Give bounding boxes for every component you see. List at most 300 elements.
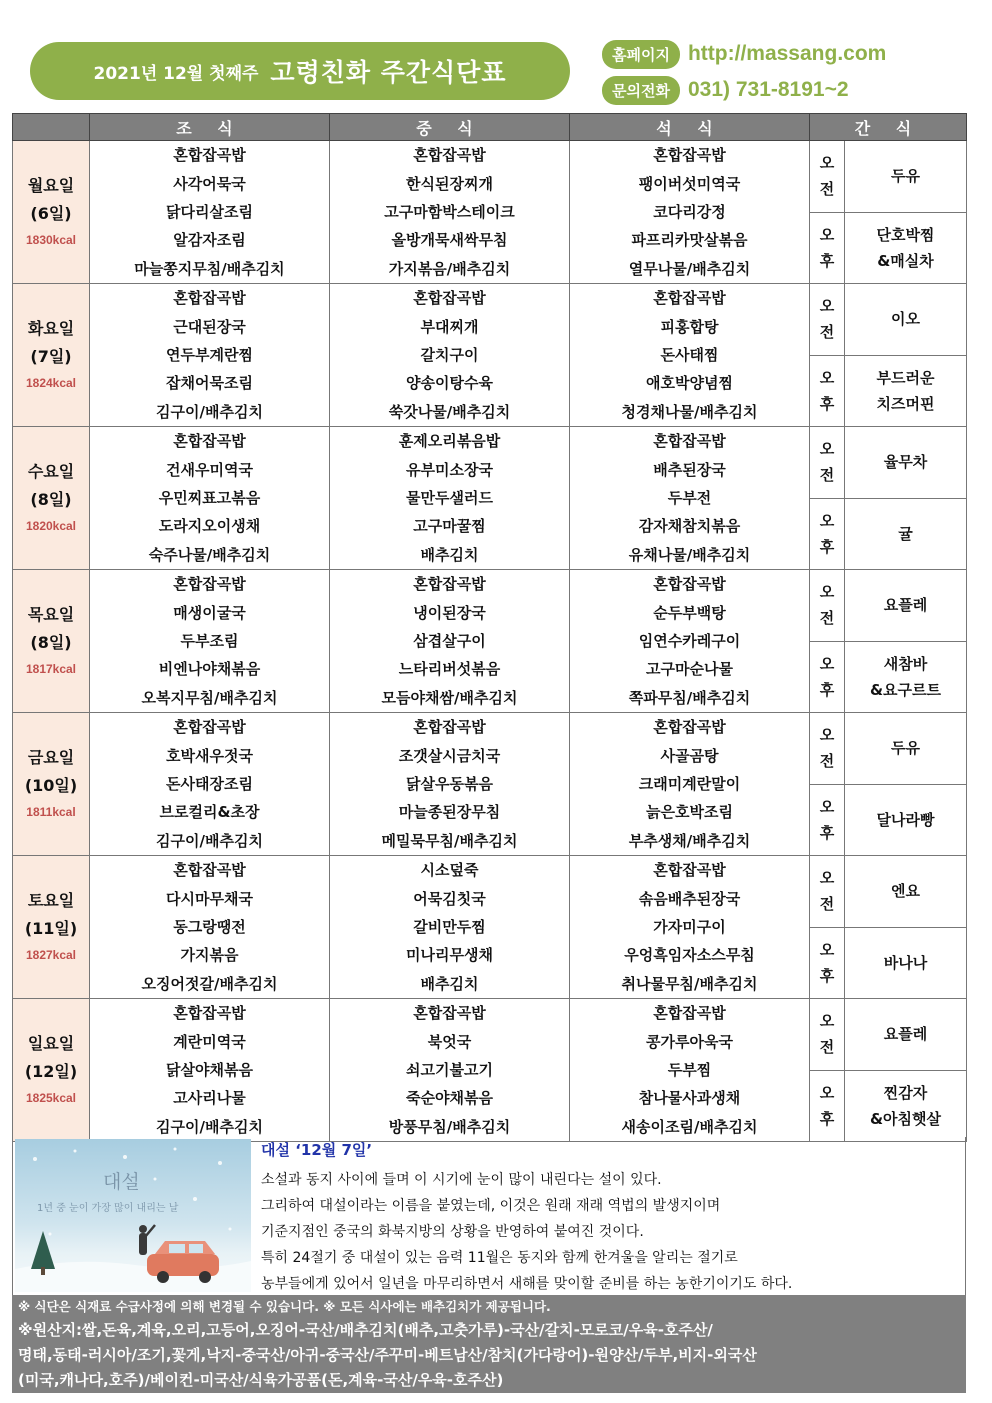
menu-item: 갈비만두찜	[413, 917, 486, 936]
menu-item: 한식된장찌개	[406, 174, 493, 193]
snack-box	[810, 713, 966, 855]
snack-text: &아침햇살	[869, 1109, 942, 1128]
menu-item: 배추된장국	[653, 460, 726, 479]
menu-item: 고구마순나물	[646, 660, 733, 679]
menu-item: 고사리나물	[173, 1089, 246, 1108]
dinner-cell	[570, 713, 810, 856]
origin-line: 명태,동태-러시아/조기,꽃게,낙지-중국산/아귀-중국산/주꾸미-베트남산/참치(가다랑어)-원양산/두부,비지-외국산	[18, 1346, 757, 1364]
day-cell	[13, 141, 90, 284]
menu-item: 오징어젓갈/배추김치	[141, 974, 278, 993]
menu-item: 돈사태찜	[660, 345, 719, 364]
breakfast-list	[90, 856, 329, 998]
day-kcal: 1827kcal	[25, 948, 77, 962]
snack-time-char: 오	[819, 869, 835, 888]
menu-item: 건새우미역국	[166, 460, 253, 479]
day-kcal: 1811kcal	[26, 805, 76, 819]
menu-item: 호박새우젓국	[166, 746, 253, 765]
menu-item: 물만두샐러드	[406, 488, 493, 507]
menu-item: 혼합잡곡밥	[653, 861, 726, 880]
menu-item: 방풍무침/배추김치	[388, 1117, 511, 1136]
day-cell	[13, 570, 90, 713]
day-cell	[13, 856, 90, 999]
snack-time-char: 오	[819, 654, 835, 673]
lunch-cell	[330, 856, 570, 999]
day-date: (11일)	[24, 919, 78, 938]
snack-time-label	[810, 427, 845, 498]
snack-cell	[810, 856, 967, 999]
snack-row-am	[810, 713, 966, 784]
menu-item: 부추생채/배추김치	[628, 831, 751, 850]
snack-time-label	[810, 356, 845, 427]
menu-item: 연두부계란찜	[166, 345, 253, 364]
menu-item: 순두부백탕	[653, 603, 726, 622]
dinner-list	[570, 999, 809, 1141]
day-name: 토요일	[27, 891, 75, 910]
lunch-list	[330, 713, 569, 855]
menu-item: 쇠고기불고기	[406, 1060, 493, 1079]
breakfast-list	[90, 141, 329, 283]
menu-item: 김구이/배추김치	[156, 831, 263, 850]
dinner-cell	[570, 141, 810, 284]
image-title: 대설	[103, 1171, 140, 1193]
snack-box	[810, 284, 966, 426]
menu-item: 알감자조림	[173, 231, 246, 250]
breakfast-cell	[90, 713, 330, 856]
menu-item: 죽순야채볶음	[406, 1089, 493, 1108]
menu-item: 혼합잡곡밥	[413, 1004, 486, 1023]
snack-cell	[810, 570, 967, 713]
menu-item: 팽이버섯미역국	[638, 174, 741, 193]
snack-time-label	[810, 785, 845, 856]
menu-item: 유채나물/배추김치	[628, 545, 751, 564]
menu-item: 늙은호박조림	[646, 803, 733, 822]
snack-cell	[810, 284, 967, 427]
breakfast-list	[90, 999, 329, 1141]
day-name: 금요일	[27, 748, 75, 767]
breakfast-cell	[90, 427, 330, 570]
snack-time-char: 오	[819, 297, 835, 316]
table-row	[13, 570, 967, 713]
menu-item: 올방개묵새싹무침	[391, 231, 508, 250]
lunch-cell	[330, 999, 570, 1142]
page-title: 고령친화 주간식단표	[270, 58, 507, 87]
weekly-menu-table	[12, 113, 967, 1142]
menu-item: 계란미역국	[173, 1032, 246, 1051]
dinner-cell	[570, 570, 810, 713]
column-header-lunch: 중 식	[330, 114, 570, 141]
lunch-cell	[330, 284, 570, 427]
info-text	[261, 1167, 961, 1297]
lunch-cell	[330, 427, 570, 570]
day-date: (12일)	[24, 1062, 78, 1081]
snack-row-pm	[810, 355, 966, 427]
menu-item: 쪽파무침/배추김치	[628, 688, 751, 707]
menu-item: 매생이굴국	[173, 603, 246, 622]
menu-item: 사각어묵국	[173, 174, 246, 193]
menu-item: 고구마꿀찜	[413, 517, 486, 536]
menu-item: 청경채나물/배추김치	[621, 402, 758, 421]
snack-item	[845, 427, 966, 498]
snack-time-char: 오	[819, 797, 835, 816]
snack-time-char: 후	[819, 251, 835, 270]
snack-item	[845, 856, 966, 927]
day-kcal: 1830kcal	[25, 233, 77, 247]
snow-scene-icon	[15, 1139, 251, 1292]
snack-text: 부드러운	[876, 368, 935, 387]
day-date: (8일)	[30, 633, 72, 652]
snack-text: &요구르트	[869, 680, 942, 699]
menu-item: 파프리카맛살볶음	[631, 231, 748, 250]
snack-item	[845, 999, 966, 1070]
breakfast-list	[90, 570, 329, 712]
menu-item: 고구마함박스테이크	[384, 202, 515, 221]
snack-box	[810, 141, 966, 283]
snack-text: 달나라빵	[876, 810, 935, 829]
menu-item: 미나리무생채	[406, 946, 493, 965]
snack-text: 찐감자	[883, 1083, 928, 1102]
title-prefix: 2021년 12월 첫째주	[93, 63, 259, 84]
breakfast-cell	[90, 284, 330, 427]
lunch-list	[330, 999, 569, 1141]
day-name: 일요일	[27, 1034, 75, 1053]
menu-item: 유부미소장국	[406, 460, 493, 479]
snack-cell	[810, 427, 967, 570]
menu-item: 애호박양념찜	[646, 374, 733, 393]
menu-item: 비엔나야채볶음	[158, 660, 261, 679]
menu-item: 냉이된장국	[413, 603, 486, 622]
menu-item: 임연수카레구이	[638, 631, 741, 650]
menu-item: 우엉흑임자소스무침	[624, 946, 755, 965]
table-row	[13, 856, 967, 999]
snack-time-char: 오	[819, 154, 835, 173]
day-kcal: 1820kcal	[25, 519, 77, 533]
dinner-list	[570, 427, 809, 569]
snack-time-label	[810, 499, 845, 570]
menu-item: 돈사태장조림	[166, 774, 253, 793]
snack-text: 두유	[891, 167, 920, 186]
menu-item: 혼합잡곡밥	[173, 1004, 246, 1023]
menu-item: 두부조림	[180, 631, 239, 650]
snack-row-pm	[810, 641, 966, 713]
menu-item: 김구이/배추김치	[156, 402, 263, 421]
menu-item: 다시마무채국	[166, 889, 253, 908]
snack-time-char: 전	[819, 323, 835, 342]
breakfast-cell	[90, 570, 330, 713]
snack-text: 율무차	[883, 453, 928, 472]
contact-info	[602, 38, 886, 110]
snack-time-label	[810, 642, 845, 713]
menu-item: 혼합잡곡밥	[653, 575, 726, 594]
dinner-cell	[570, 427, 810, 570]
info-line: 소설과 동지 사이에 들며 이 시기에 눈이 많이 내린다는 설이 있다.	[261, 1172, 662, 1188]
day-name: 목요일	[27, 605, 75, 624]
snack-time-label	[810, 856, 845, 927]
breakfast-list	[90, 713, 329, 855]
menu-item: 두부전	[667, 488, 712, 507]
column-header-dinner: 석 식	[570, 114, 810, 141]
menu-item: 마늘종된장무침	[398, 803, 501, 822]
day-cell	[13, 284, 90, 427]
dinner-list	[570, 284, 809, 426]
snack-time-label	[810, 284, 845, 355]
snack-row-am	[810, 856, 966, 927]
lunch-list	[330, 856, 569, 998]
menu-item: 혼합잡곡밥	[413, 289, 486, 308]
menu-item: 어묵김칫국	[413, 889, 486, 908]
snack-text: 이오	[891, 310, 920, 329]
snack-row-am	[810, 999, 966, 1070]
snack-text: 바나나	[883, 953, 928, 972]
snack-time-char: 후	[819, 1109, 835, 1128]
dinner-list	[570, 713, 809, 855]
info-heading: 대설 ‘12월 7일’	[261, 1141, 373, 1159]
snack-time-label	[810, 213, 845, 284]
snack-item	[845, 284, 966, 355]
snack-time-char: 오	[819, 440, 835, 459]
title-banner	[30, 42, 570, 100]
menu-item: 메밀묵무침/배추김치	[381, 831, 518, 850]
snack-time-label	[810, 1071, 845, 1142]
menu-item: 두부찜	[667, 1060, 712, 1079]
snack-box	[810, 427, 966, 569]
snack-item	[845, 213, 966, 284]
menu-item: 혼합잡곡밥	[653, 146, 726, 165]
menu-item: 시소덮죽	[420, 861, 479, 880]
menu-item: 모듬야채쌈/배추김치	[381, 688, 518, 707]
lunch-list	[330, 284, 569, 426]
snack-time-label	[810, 928, 845, 999]
menu-item: 동그랑땡전	[173, 917, 246, 936]
menu-item: 열무나물/배추김치	[628, 259, 751, 278]
snack-time-char: 오	[819, 1083, 835, 1102]
homepage-label: 홈페이지	[602, 40, 680, 69]
day-cell	[13, 427, 90, 570]
snack-time-char: 전	[819, 466, 835, 485]
breakfast-cell	[90, 856, 330, 999]
snack-time-char: 오	[819, 225, 835, 244]
origin-line: ※원산지:쌀,돈육,계육,오리,고등어,오징어-국산/배추김치(배추,고춧가루)-국산/갈치-모로코/우육-호주산/	[18, 1321, 713, 1339]
day-date: (6일)	[30, 204, 72, 223]
snack-text: 단호박찜	[876, 225, 935, 244]
menu-item: 숙주나물/배추김치	[148, 545, 271, 564]
snack-item	[845, 570, 966, 641]
snack-item	[845, 642, 966, 713]
snack-time-label	[810, 570, 845, 641]
origin-line: (미국,캐나다,호주)/베이컨-미국산/식육가공품(돈,계육-국산/우육-호주산)	[18, 1371, 504, 1389]
menu-item: 혼합잡곡밥	[173, 146, 246, 165]
day-name: 수요일	[27, 462, 75, 481]
homepage-link[interactable]: http://massang.com	[687, 42, 887, 65]
menu-item: 우민찌표고볶음	[158, 488, 261, 507]
snack-time-char: 전	[819, 1038, 835, 1057]
snack-text: 새참바	[883, 654, 928, 673]
snack-box	[810, 999, 966, 1141]
menu-item: 솎음배추된장국	[638, 889, 741, 908]
seasonal-info-box	[12, 1137, 966, 1296]
lunch-cell	[330, 713, 570, 856]
menu-item: 혼합잡곡밥	[173, 575, 246, 594]
menu-item: 북엇국	[427, 1032, 472, 1051]
snack-time-char: 오	[819, 1012, 835, 1031]
table-row	[13, 141, 967, 284]
menu-item: 가지볶음	[180, 946, 239, 965]
info-line: 농부들에게 있어서 일년을 마무리하면서 새해를 맞이할 준비를 하는 농한기이기도 하다.	[261, 1276, 793, 1292]
snack-row-am	[810, 284, 966, 355]
snack-time-char: 후	[819, 966, 835, 985]
menu-item: 가자미구이	[653, 917, 726, 936]
day-cell	[13, 999, 90, 1142]
menu-item: 감자채참치볶음	[638, 517, 741, 536]
menu-item: 느타리버섯볶음	[398, 660, 501, 679]
corner-cell	[13, 114, 90, 141]
breakfast-cell	[90, 141, 330, 284]
menu-item: 브로컬리&초장	[159, 803, 260, 822]
menu-item: 배추김치	[420, 545, 479, 564]
lunch-list	[330, 141, 569, 283]
snack-time-char: 후	[819, 680, 835, 699]
menu-item: 부대찌개	[420, 317, 479, 336]
breakfast-cell	[90, 999, 330, 1142]
snack-time-char: 오	[819, 511, 835, 530]
snack-time-char: 오	[819, 368, 835, 387]
snack-text: 귤	[898, 524, 913, 543]
snack-cell	[810, 141, 967, 284]
snack-box	[810, 856, 966, 998]
phone-label: 문의전화	[602, 76, 680, 105]
menu-item: 혼합잡곡밥	[653, 432, 726, 451]
menu-item: 사골곰탕	[660, 746, 719, 765]
menu-item: 코다리강정	[653, 202, 726, 221]
table-row	[13, 284, 967, 427]
menu-item: 훈제오리볶음밥	[398, 432, 501, 451]
snack-item	[845, 785, 966, 856]
dinner-cell	[570, 284, 810, 427]
snack-time-label	[810, 141, 845, 212]
day-name: 화요일	[27, 319, 75, 338]
snack-time-char: 후	[819, 394, 835, 413]
menu-item: 혼합잡곡밥	[413, 575, 486, 594]
menu-item: 가지볶음/배추김치	[388, 259, 511, 278]
snack-item	[845, 356, 966, 427]
menu-item: 잡채어묵조림	[166, 374, 253, 393]
snack-text: 두유	[891, 739, 920, 758]
lunch-cell	[330, 141, 570, 284]
menu-item: 배추김치	[420, 974, 479, 993]
table-row	[13, 427, 967, 570]
info-line: 기준지점인 중국의 화북지방의 상황을 반영하여 붙여진 것이다.	[261, 1224, 644, 1240]
snack-time-char: 전	[819, 609, 835, 628]
snack-text: 엔요	[891, 882, 920, 901]
menu-item: 김구이/배추김치	[156, 1117, 263, 1136]
day-date: (8일)	[30, 490, 72, 509]
menu-item: 마늘쫑지무침/배추김치	[134, 259, 285, 278]
snack-time-char: 후	[819, 823, 835, 842]
column-header-breakfast: 조 식	[90, 114, 330, 141]
menu-item: 근대된장국	[173, 317, 246, 336]
snack-time-char: 오	[819, 583, 835, 602]
dinner-list	[570, 856, 809, 998]
snack-text: 요플레	[883, 1025, 928, 1044]
snack-time-char: 전	[819, 180, 835, 199]
snack-row-pm	[810, 498, 966, 570]
snack-row-pm	[810, 927, 966, 999]
snack-item	[845, 713, 966, 784]
snack-time-char: 오	[819, 726, 835, 745]
day-kcal: 1825kcal	[25, 1091, 77, 1105]
snack-cell	[810, 999, 967, 1142]
menu-item: 혼합잡곡밥	[173, 289, 246, 308]
breakfast-list	[90, 427, 329, 569]
menu-item: 혼합잡곡밥	[653, 1004, 726, 1023]
menu-item: 도라지오이생채	[158, 517, 261, 536]
snack-time-char: 오	[819, 940, 835, 959]
snack-time-char: 전	[819, 752, 835, 771]
snack-time-char: 전	[819, 895, 835, 914]
menu-item: 닭살야채볶음	[166, 1060, 253, 1079]
menu-item: 크래미계란말이	[638, 774, 741, 793]
lunch-list	[330, 427, 569, 569]
day-kcal: 1817kcal	[25, 662, 77, 676]
snack-row-am	[810, 427, 966, 498]
snack-time-label	[810, 713, 845, 784]
snow-illustration	[15, 1139, 251, 1292]
column-header-snack: 간 식	[810, 114, 967, 141]
menu-item: 혼합잡곡밥	[173, 718, 246, 737]
info-line: 특히 24절기 중 대설이 있는 음력 11월은 동지와 함께 한겨울을 알리는 절기로	[261, 1250, 738, 1266]
menu-item: 조갯살시금치국	[398, 746, 501, 765]
menu-item: 혼합잡곡밥	[653, 718, 726, 737]
snack-item	[845, 928, 966, 999]
menu-item: 혼합잡곡밥	[413, 146, 486, 165]
snack-box	[810, 570, 966, 712]
day-kcal: 1824kcal	[25, 376, 77, 390]
snack-row-pm	[810, 212, 966, 284]
dinner-cell	[570, 999, 810, 1142]
menu-item: 혼합잡곡밥	[653, 289, 726, 308]
lunch-cell	[330, 570, 570, 713]
menu-item: 새송이조림/배추김치	[621, 1117, 758, 1136]
lunch-list	[330, 570, 569, 712]
snack-row-pm	[810, 784, 966, 856]
snack-item	[845, 1071, 966, 1142]
menu-item: 혼합잡곡밥	[173, 432, 246, 451]
snack-time-char: 후	[819, 537, 835, 556]
dinner-list	[570, 141, 809, 283]
menu-item: 닭다리살조림	[166, 202, 253, 221]
snack-item	[845, 141, 966, 212]
dinner-cell	[570, 856, 810, 999]
image-subtitle: 1년 중 눈이 가장 많이 내리는 날	[37, 1203, 179, 1214]
day-date: (7일)	[30, 347, 72, 366]
phone-number: 031) 731-8191~2	[687, 78, 849, 101]
day-name: 월요일	[27, 176, 75, 195]
snack-text: 요플레	[883, 596, 928, 615]
breakfast-list	[90, 284, 329, 426]
day-cell	[13, 713, 90, 856]
menu-item: 닭살우동볶음	[406, 774, 493, 793]
menu-item: 양송이탕수육	[406, 374, 493, 393]
snack-text: &매실차	[877, 251, 934, 270]
menu-item: 혼합잡곡밥	[413, 718, 486, 737]
menu-change-note: ※ 식단은 식재료 수급사정에 의해 변경될 수 있습니다. ※ 모든 식사에는 배추김치가 제공됩니다.	[18, 1299, 551, 1314]
menu-item: 참나물사과생채	[638, 1089, 741, 1108]
snack-item	[845, 499, 966, 570]
table-header-row	[13, 114, 967, 141]
footer-notes	[12, 1295, 966, 1393]
table-row	[13, 713, 967, 856]
menu-item: 삼겹살구이	[413, 631, 486, 650]
menu-item: 혼합잡곡밥	[173, 861, 246, 880]
